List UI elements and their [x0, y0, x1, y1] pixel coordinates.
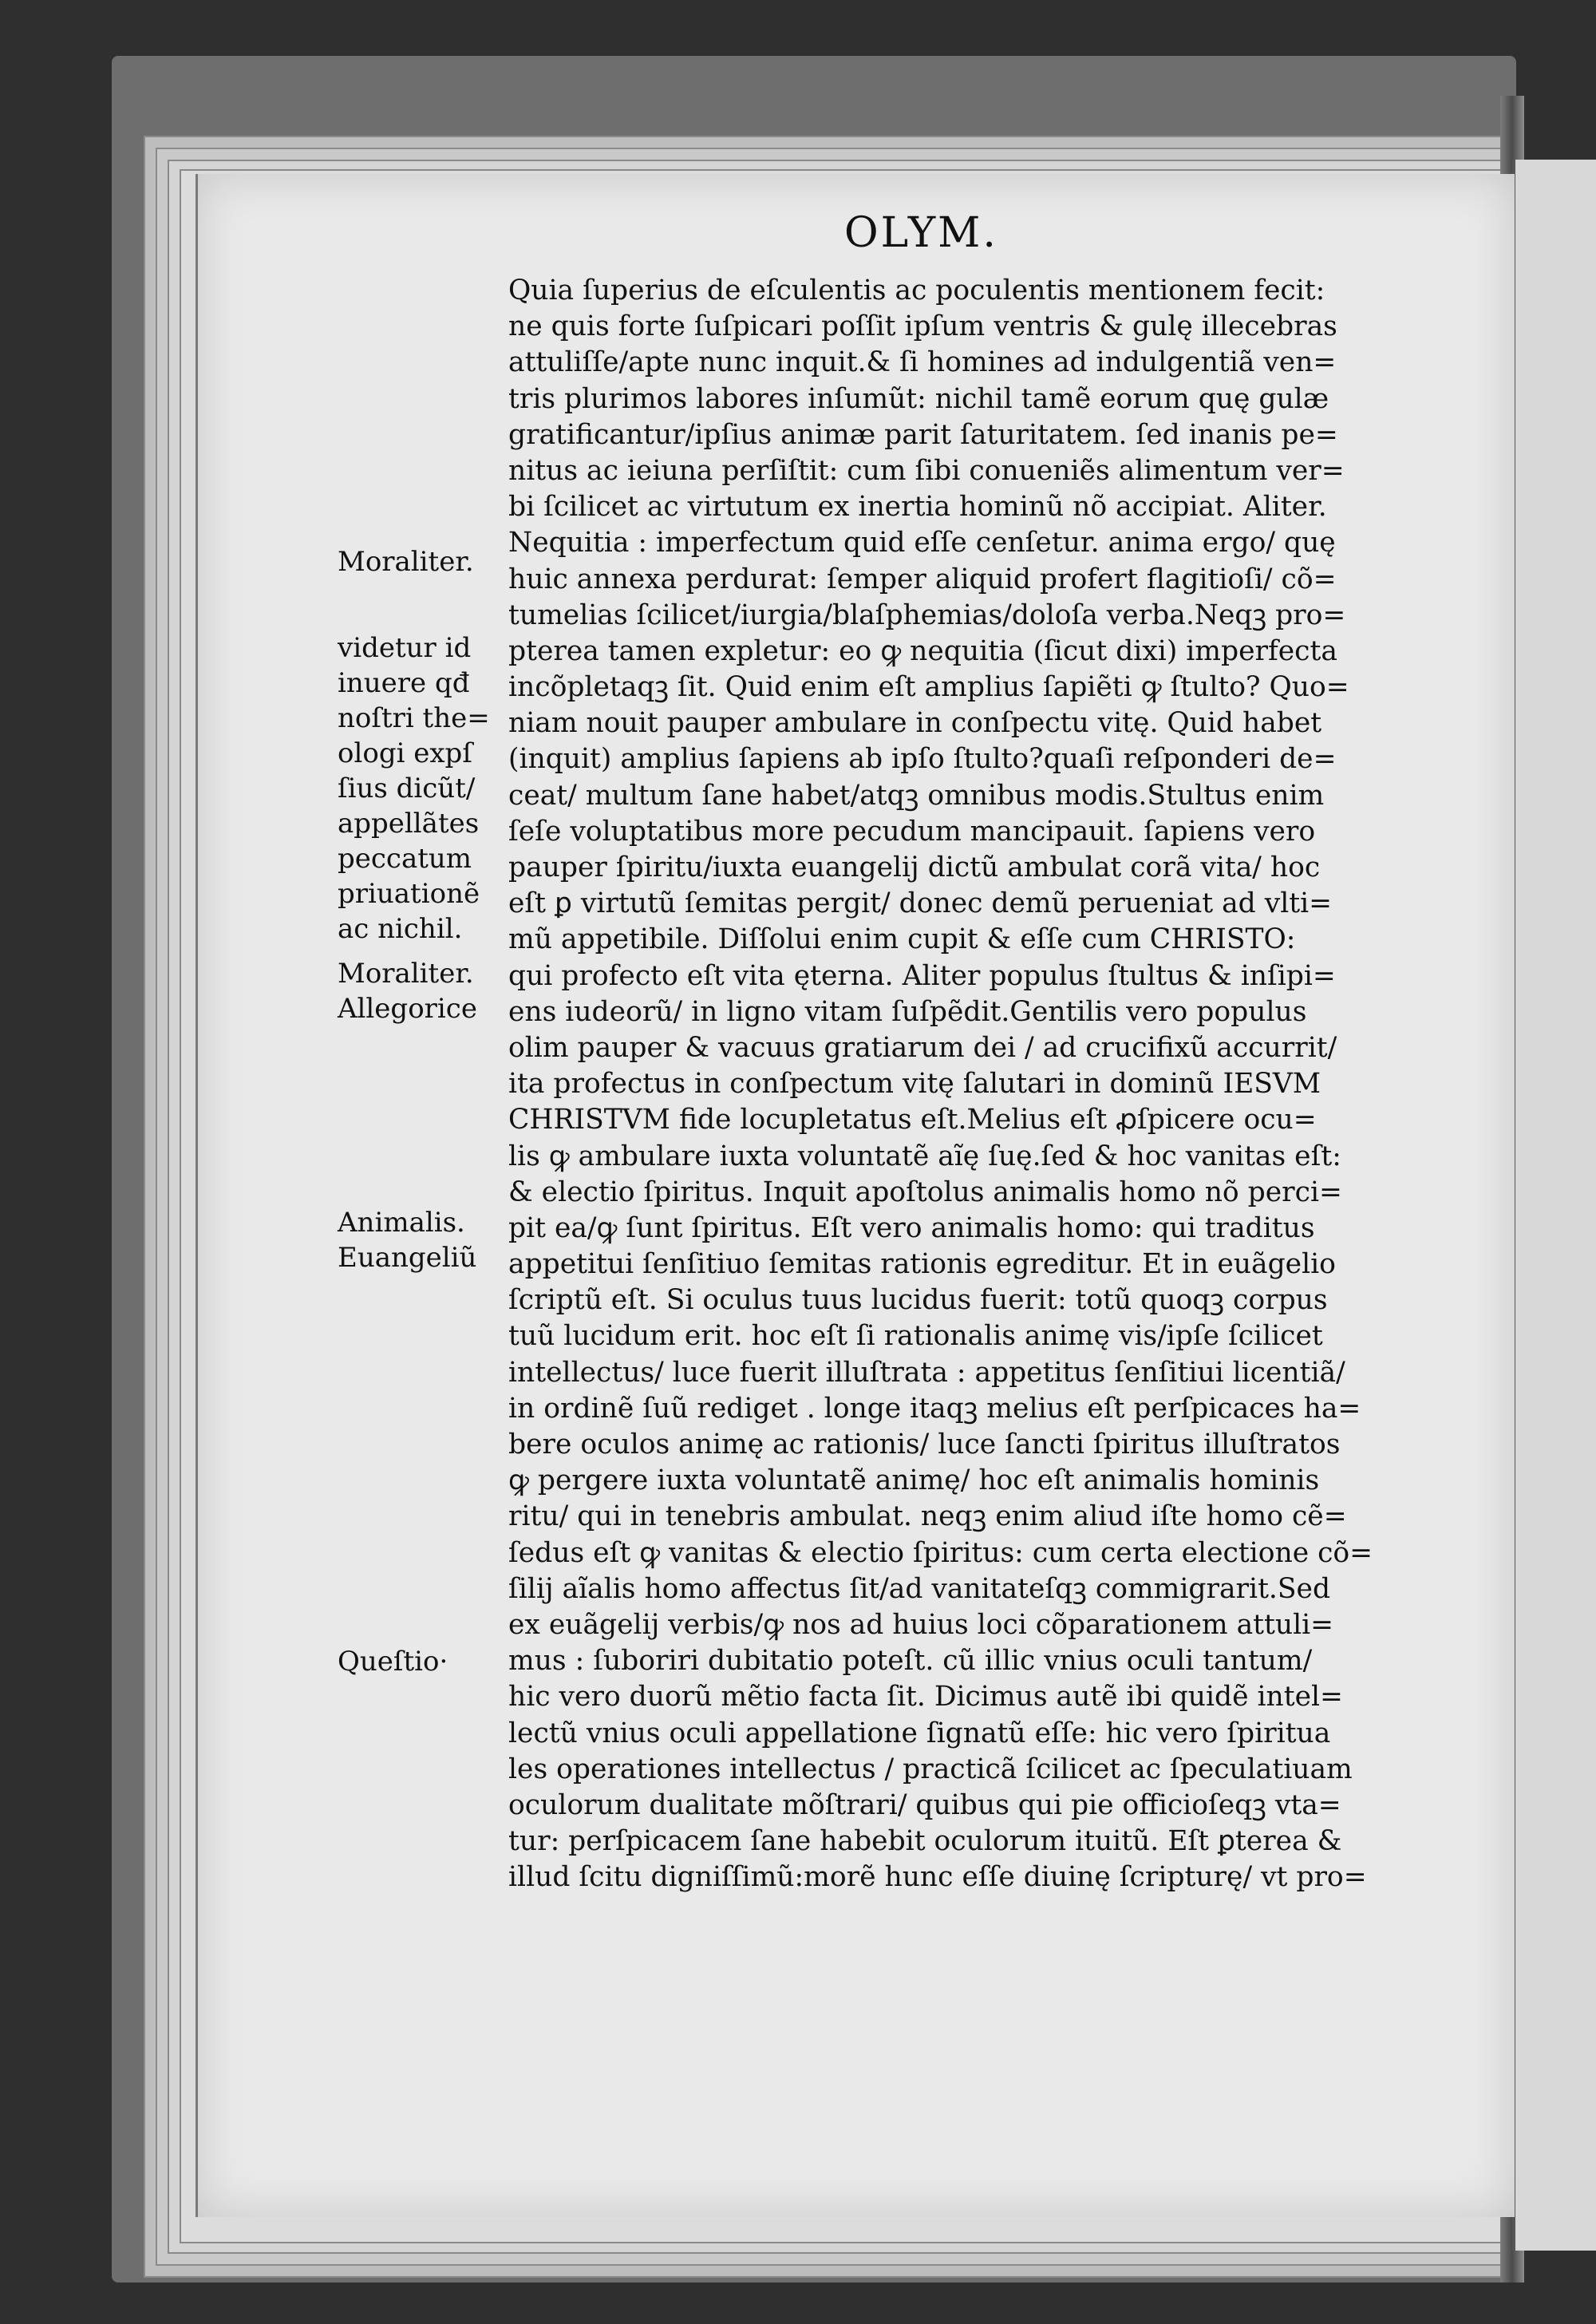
- text-line: ſcriptũ eſt. Si oculus tuus lucidus fuerit: totũ quoqꝫ corpus: [508, 1284, 1328, 1317]
- text-line: mus : ſuboriri dubitatio poteſt. cũ illic vnius oculi tantum/: [508, 1645, 1313, 1678]
- text-line: pterea tamen expletur: eo ꝙ nequitia (ſicut dixi) imperfecta: [508, 634, 1337, 667]
- text-line: olim pauper & vacuus gratiarum dei / ad crucifixũ accurrit/: [508, 1031, 1337, 1064]
- margin-note-line: Animalis.: [338, 1207, 465, 1239]
- text-line: eſt ꝑ virtutũ ſemitas pergit/ donec demũ perueniat ad vlti=: [508, 887, 1333, 920]
- text-line: Quia ſuperius de eſculentis ac poculentis mentionem fecit:: [508, 275, 1325, 306]
- text-line: qui profecto eſt vita ęterna. Aliter populus ſtultus & inſipi=: [508, 959, 1336, 992]
- body-text: [508, 273, 1410, 1895]
- margin-note-line: appellãtes: [338, 808, 480, 840]
- margin-note-line: Allegorice: [338, 993, 477, 1025]
- text-line: ſedus eſt ꝙ vanitas & electio ſpiritus: cum certa electione cõ=: [508, 1536, 1373, 1569]
- text-line: attuliſſe/apte nunc inquit.& ſi homines ad indulgentiã ven=: [508, 346, 1337, 379]
- text-line: lectũ vnius oculi appellatione ſignatũ eſſe: hic vero ſpiritua: [508, 1717, 1331, 1749]
- text-line: mũ appetibile. Diſſolui enim cupit & eſſe cum CHRISTO:: [508, 923, 1296, 956]
- text-line: appetitui ſenſitiuo ſemitas rationis egreditur. Et in euãgelio: [508, 1248, 1336, 1281]
- text-line: pit ea/ꝙ ſunt ſpiritus. Eſt vero animalis homo: qui traditus: [508, 1211, 1315, 1244]
- text-line: gratificantur/ipſius animæ parit ſaturitatem. ſed inanis pe=: [508, 418, 1338, 451]
- margin-note-line: noſtri the=: [338, 702, 490, 734]
- text-line: lis ꝙ ambulare iuxta voluntatẽ aĩę ſuę.ſed & hoc vanitas eſt:: [508, 1140, 1341, 1172]
- text-line: ſeſe voluptatibus more pecudum mancipauit. ſapiens vero: [508, 815, 1316, 848]
- text-line: ex euãgelij verbis/ꝙ nos ad huius loci cõparationem attuli=: [508, 1608, 1334, 1641]
- margin-note-line: inuere qđ: [338, 667, 470, 699]
- text-line: tumelias ſcilicet/iurgia/blaſphemias/doloſa verba.Neqꝫ pro=: [508, 599, 1346, 631]
- text-line: tur: perſpicacem ſane habebit oculorum ituitũ. Eſt ꝑterea &: [508, 1825, 1342, 1858]
- text-line: les operationes intellectus / practicã ſcilicet ac ſpeculatiuam: [508, 1753, 1353, 1785]
- margin-note: [338, 956, 513, 1026]
- running-head: OLYM.: [844, 209, 998, 257]
- text-line: oculorum dualitate mõſtrari/ quibus qui pie officioſeqꝫ vta=: [508, 1788, 1341, 1821]
- text-line: pauper ſpiritu/iuxta euangelij dictũ ambulat corã vita/ hoc: [508, 852, 1321, 883]
- text-line: bi ſcilicet ac virtutum ex inertia hominũ nõ accipiat. Aliter.: [508, 491, 1327, 524]
- text-line: bere oculos animę ac rationis/ luce ſancti ſpiritus illuſtratos: [508, 1429, 1341, 1460]
- text-line: ꝙ pergere iuxta voluntatẽ animę/ hoc eſt animalis hominis: [508, 1464, 1320, 1497]
- text-line: in ordinẽ ſuũ rediget . longe itaqꝫ melius eſt perſpicaces ha=: [508, 1392, 1361, 1425]
- text-line: hic vero duorũ mẽtio facta ſit. Dicimus autẽ ibi quidẽ intel=: [508, 1681, 1343, 1713]
- margin-note-line: Moraliter.: [338, 546, 474, 578]
- margin-note-line: Euangeliũ: [338, 1242, 477, 1274]
- margin-note-line: priuationẽ: [338, 878, 480, 910]
- margin-note-line: ſius dicũt/: [338, 773, 476, 804]
- text-line: intellectus/ luce fuerit illuſtrata : appetitus ſenſitiui licentiã/: [508, 1356, 1345, 1389]
- text-line: (inquit) amplius ſapiens ab ipſo ſtulto?quaſi reſponderi de=: [508, 743, 1337, 776]
- margin-note: [338, 1205, 513, 1275]
- text-line: tris plurimos labores inſumũt: nichil tamẽ eorum quę gulæ: [508, 382, 1329, 415]
- margin-note: [338, 630, 513, 947]
- text-line: huic annexa perdurat: ſemper aliquid profert flagitioſi/ cõ=: [508, 563, 1337, 595]
- text-line: & electio ſpiritus. Inquit apoſtolus animalis homo nõ perci=: [508, 1176, 1342, 1208]
- text-line: ceat/ multum ſane habet/atqꝫ omnibus modis.Stultus enim: [508, 779, 1325, 812]
- text-line: CHRISTVM fide locupletatus eſt.Melius eſt ꝓſpicere ocu=: [508, 1104, 1317, 1136]
- margin-note-line: peccatum: [338, 843, 472, 875]
- text-line: ritu/ qui in tenebris ambulat. neqꝫ enim aliud iſte homo cẽ=: [508, 1500, 1347, 1533]
- margin-note-line: videtur id: [338, 632, 472, 664]
- text-line: nitus ac ieiuna perſiſtit: cum ſibi conueniẽs alimentum ver=: [508, 454, 1345, 487]
- facing-page-edge: [1512, 160, 1596, 2251]
- text-line: incõpletaqꝫ ſit. Quid enim eſt amplius ſapiẽti ꝙ ſtulto? Quo=: [508, 671, 1349, 704]
- margin-note-line: Queſtio·: [338, 1646, 448, 1678]
- text-line: Nequitia : imperfectum quid eſſe cenſetur. anima ergo/ quę: [508, 527, 1336, 559]
- margin-note: [338, 544, 513, 579]
- text-line: ens iudeorũ/ in ligno vitam ſuſpẽdit.Gentilis vero populus: [508, 995, 1307, 1028]
- text-line: tuũ lucidum erit. hoc eſt ſi rationalis animę vis/ipſe ſcilicet: [508, 1320, 1323, 1353]
- margin-note: [338, 1644, 513, 1679]
- text-line: illud ſcitu digniſſimũ:morẽ hunc eſſe diuinę ſcripturę/ vt pro=: [508, 1861, 1367, 1894]
- text-line: ſilij aĩalis homo affectus ſit/ad vanitateſqꝫ commigrarit.Sed: [508, 1572, 1331, 1605]
- margin-note-line: Moraliter.: [338, 958, 474, 990]
- text-line: ne quis forte ſuſpicari poſſit ipſum ventris & gulę illecebras: [508, 310, 1337, 343]
- text-line: niam nouit pauper ambulare in conſpectu vitę. Quid habet: [508, 707, 1322, 740]
- margin-note-line: ologi expſ: [338, 737, 472, 769]
- margin-note-line: ac nichil.: [338, 913, 463, 945]
- text-line: ita profectus in conſpectum vitę ſalutari in dominũ IESVM: [508, 1068, 1321, 1101]
